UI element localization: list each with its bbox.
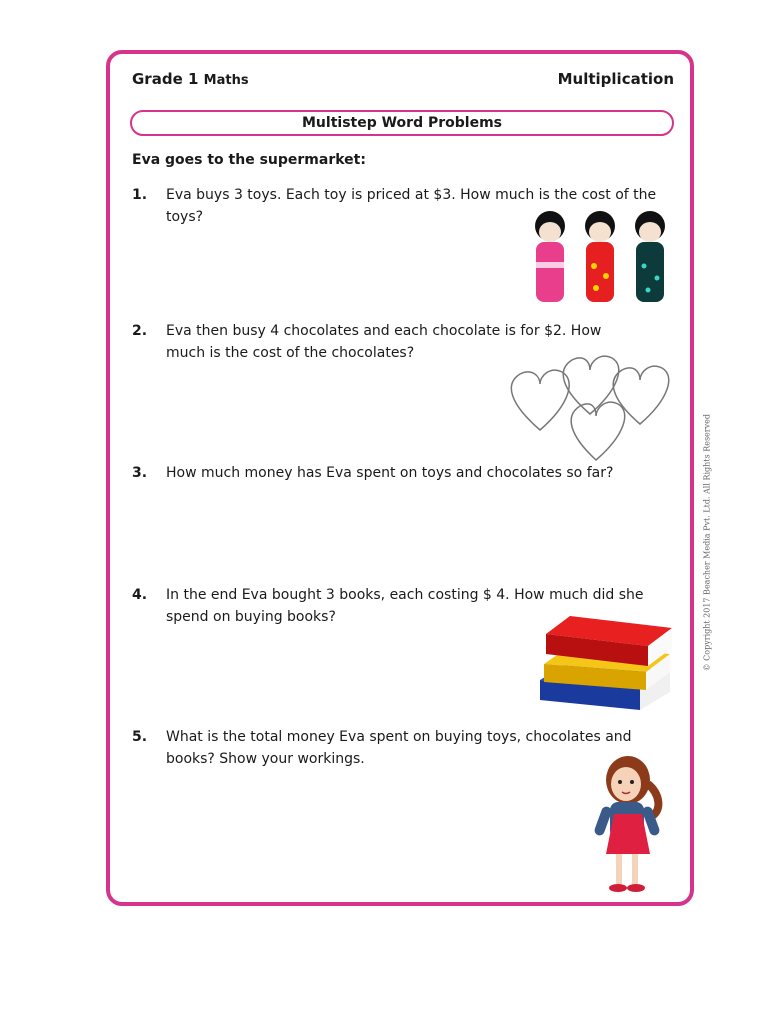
question-number: 1. — [132, 187, 148, 203]
doll-pink — [535, 211, 565, 302]
grade-label — [132, 70, 249, 88]
question-number: 3. — [132, 465, 148, 481]
grade-text: Grade 1 — [132, 70, 199, 88]
copyright-notice: © Copyright 2017 Beacher Media Pvt. Ltd. All Rights Reserved — [702, 414, 711, 672]
books-illustration — [530, 600, 680, 720]
doll-red — [585, 211, 615, 302]
question-number: 5. — [132, 729, 148, 745]
question-number: 4. — [132, 587, 148, 603]
subject-text: Maths — [203, 73, 249, 88]
question-5 — [132, 726, 666, 770]
question-text: How much money has Eva spent on toys and chocolates so far? — [166, 465, 614, 481]
question-3 — [132, 462, 666, 484]
girl-illustration — [590, 754, 670, 896]
dolls-illustration — [530, 206, 680, 306]
worksheet-title-banner: Multistep Word Problems — [130, 110, 674, 136]
intro-text: Eva goes to the supermarket: — [132, 152, 366, 168]
question-text: What is the total money Eva spent on buying toys, chocolates and books? Show your workings. — [166, 729, 632, 767]
hearts-illustration — [500, 344, 680, 464]
doll-teal — [635, 211, 665, 302]
question-text: Eva then busy 4 chocolates and each chocolate is for $2. How much is the cost of the chocolates? — [166, 323, 602, 361]
question-text: Eva buys 3 toys. Each toy is priced at $3. How much is the cost of the toys? — [166, 187, 657, 225]
question-text: In the end Eva bought 3 books, each costing $ 4. How much did she spend on buying books? — [166, 587, 644, 625]
topic-label: Multiplication — [557, 70, 674, 88]
page-margin-mask — [0, 744, 106, 874]
worksheet-page — [106, 50, 711, 906]
question-number: 2. — [132, 323, 148, 339]
